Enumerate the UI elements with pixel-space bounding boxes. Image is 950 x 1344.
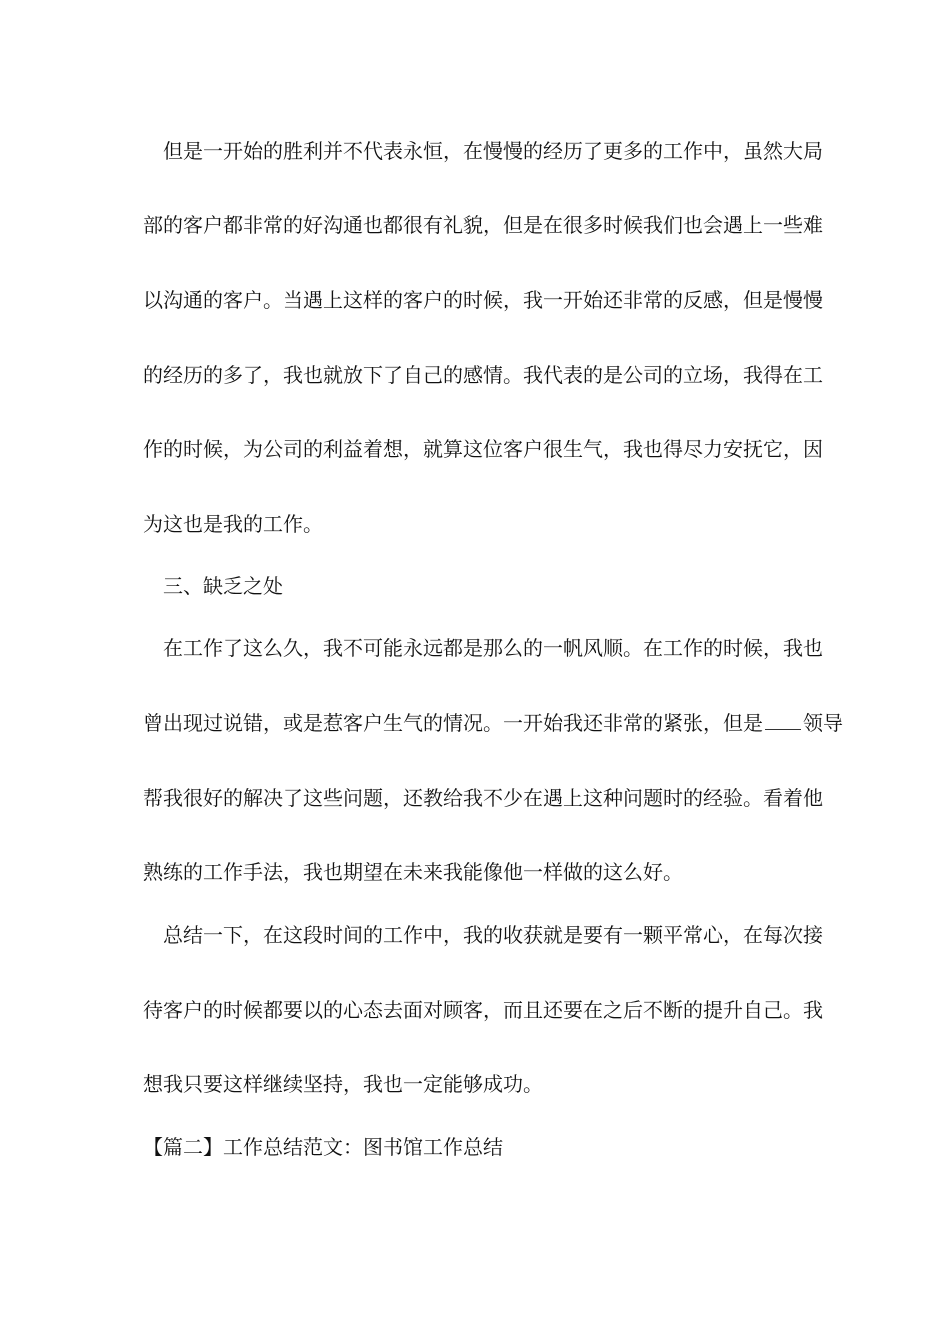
paragraph-line: 但是一开始的胜利并不代表永恒，在慢慢的经历了更多的工作中，虽然大局: [163, 139, 823, 163]
line-text-before-blank: 曾出现过说错，或是惹客户生气的情况。一开始我还非常的紧张，但是: [143, 711, 763, 735]
paragraph-line: 以沟通的客户。当遇上这样的客户的时候，我一开始还非常的反感，但是慢慢: [143, 288, 823, 312]
line-text-after-blank: 领导: [803, 711, 843, 735]
paragraph-line: 部的客户都非常的好沟通也都很有礼貌，但是在很多时候我们也会遇上一些难: [143, 213, 823, 237]
section-heading: 三、缺乏之处: [163, 574, 283, 598]
paragraph-line-with-blank: [143, 709, 843, 737]
paragraph-line: 待客户的时候都要以的心态去面对顾客，而且还要在之后不断的提升自己。我: [143, 998, 823, 1022]
article-heading: 【篇二】工作总结范文：图书馆工作总结: [143, 1135, 503, 1159]
paragraph-line: 熟练的工作手法，我也期望在未来我能像他一样做的这么好。: [143, 860, 683, 884]
paragraph-line: 为这也是我的工作。: [143, 512, 323, 536]
paragraph-line: 总结一下，在这段时间的工作中，我的收获就是要有一颗平常心，在每次接: [163, 923, 823, 947]
fill-in-blank: [765, 709, 801, 730]
paragraph-line: 想我只要这样继续坚持，我也一定能够成功。: [143, 1072, 543, 1096]
paragraph-line: 在工作了这么久，我不可能永远都是那么的一帆风顺。在工作的时候，我也: [163, 636, 823, 660]
paragraph-line: 的经历的多了，我也就放下了自己的感情。我代表的是公司的立场，我得在工: [143, 363, 823, 387]
paragraph-line: 帮我很好的解决了这些问题，还教给我不少在遇上这种问题时的经验。看着他: [143, 786, 823, 810]
paragraph-line: 作的时候，为公司的利益着想，就算这位客户很生气，我也得尽力安抚它，因: [143, 437, 823, 461]
